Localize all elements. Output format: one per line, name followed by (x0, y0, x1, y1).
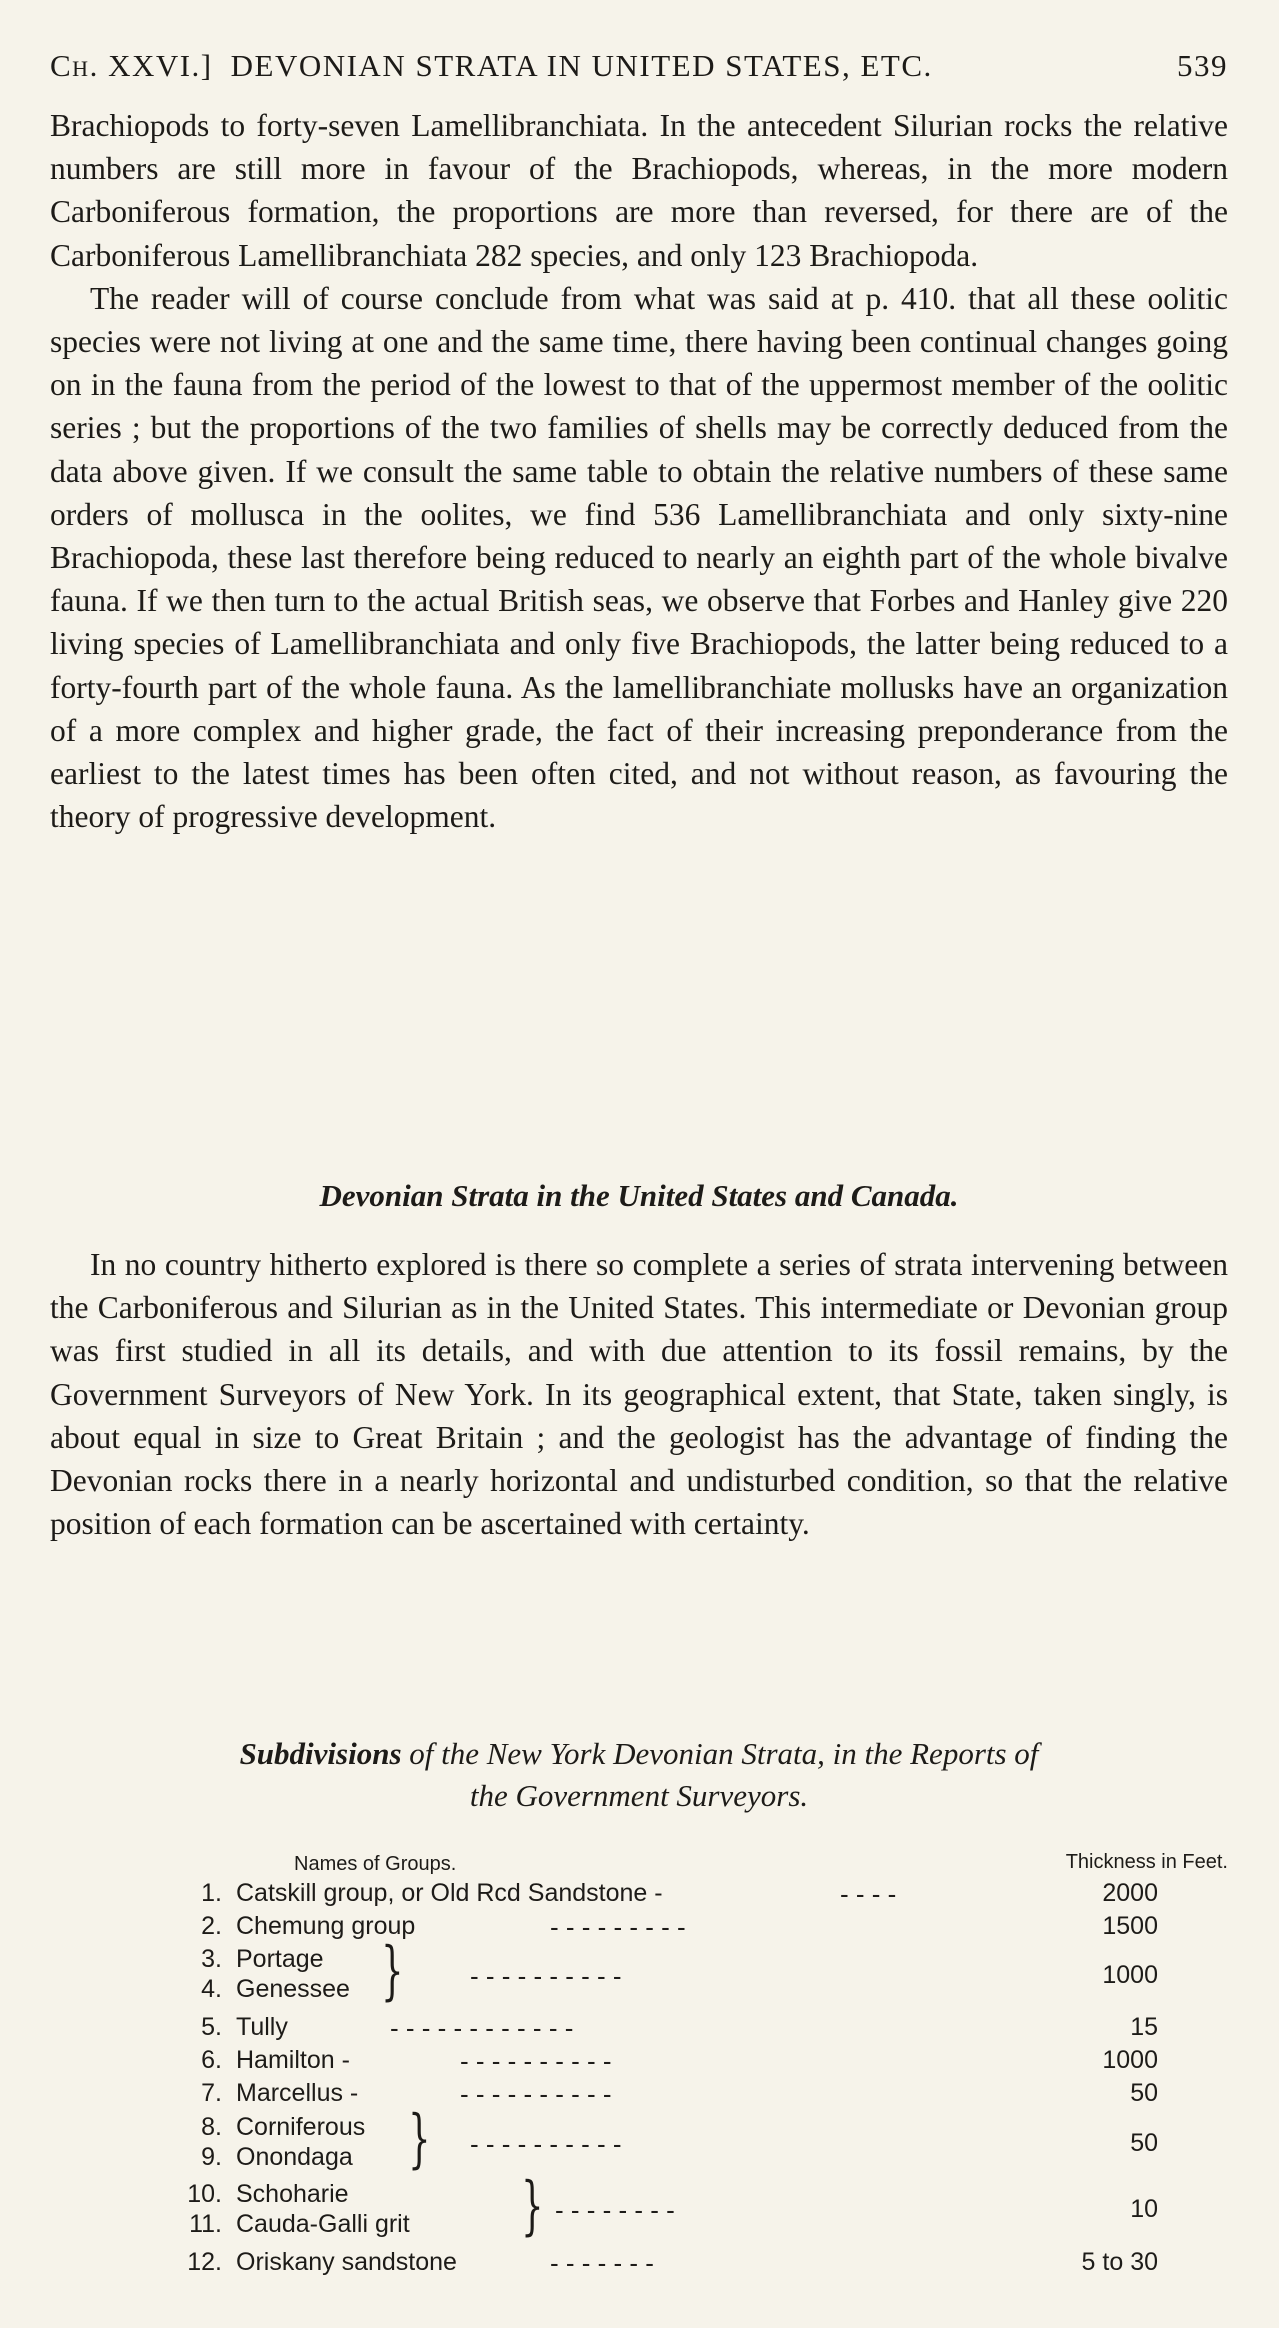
row-number: 12. (187, 2248, 222, 2276)
table-row (50, 2143, 1228, 2173)
row-number: 8. (201, 2113, 222, 2141)
group-name: Cauda-Galli grit (236, 2210, 410, 2238)
body-text-section (50, 1243, 1228, 1545)
row-number: 4. (201, 1975, 222, 2003)
dot-leader: - - - - - - - - - (550, 1912, 686, 1942)
section-heading: Devonian Strata in the United States and Canada. (319, 1178, 959, 1213)
table-row (50, 2046, 1228, 2076)
thickness-value: 50 (1130, 2129, 1158, 2157)
paragraph-devonian: In no country hitherto explored is there so complete a series of strata intervening between the Carboniferous and Silurian as in the United States. This intermediate or Devonian group was first studied in all its details, and with due attention to its fossil remains, by the Government Surveyors of New York. In its geographical extent, that State, taken singly, is about equal in size to Great Britain ; and the geologist has the advantage of finding the Devonian rocks there in a nearly horizontal and undisturbed condition, so that the relative position of each formation can be ascertained with certainty. (50, 1247, 1228, 1542)
table-row (50, 2013, 1228, 2043)
table-row (50, 2113, 1228, 2143)
table-row (50, 1912, 1228, 1942)
dot-leader: - - - - - - - - - - - - (390, 2013, 574, 2043)
dot-leader: - - - - - - - (550, 2248, 654, 2278)
group-name: Hamilton - (236, 2046, 350, 2074)
thickness-value: 15 (1130, 2013, 1158, 2041)
thickness-value: 2000 (1102, 1879, 1158, 1907)
table-title-line1: of the New York Devonian Strata, in the Reports of (409, 1736, 1039, 1771)
row-number: 5. (201, 2013, 222, 2041)
group-name: Onondaga (236, 2143, 353, 2171)
column-header-thickness: Thickness in Feet. (1065, 1851, 1228, 1873)
group-name: Corniferous (236, 2113, 366, 2141)
row-number: 7. (201, 2079, 222, 2107)
brace-icon: } (521, 2169, 544, 2243)
thickness-value: 10 (1130, 2195, 1158, 2223)
thickness-value: 5 to 30 (1081, 2248, 1158, 2276)
body-text-top (50, 104, 1228, 838)
table-row (50, 2079, 1228, 2109)
page-number: 539 (1177, 48, 1228, 83)
row-number: 6. (201, 2046, 222, 2074)
row-number: 10. (187, 2180, 222, 2208)
dot-leader: - - - - - - - - - - (460, 2079, 612, 2109)
table-row (50, 1975, 1228, 2005)
row-number: 11. (189, 2210, 222, 2238)
group-name: Oriskany sandstone (236, 2248, 457, 2276)
row-number: 3. (201, 1945, 222, 1973)
brace-icon: } (381, 1934, 404, 2008)
group-name: Genessee (236, 1975, 350, 2003)
row-number: 9. (201, 2143, 222, 2171)
table-row (50, 2248, 1228, 2278)
column-header-names: Names of Groups. (294, 1853, 457, 1875)
group-name: Portage (236, 1945, 324, 1973)
group-name: Chemung group (236, 1912, 416, 1940)
dot-leader: - - - - (840, 1879, 897, 1909)
paragraph-continuation: Brachiopods to forty-seven Lamellibranchiata. In the antecedent Silurian rocks the relative numbers are still more in favour of the Brachiopods, whereas, in the more modern Carboniferous formation, the proportions are more than reversed, for there are of the Carboniferous Lamellibranchiata 282 species, and only 123 Brachiopoda. (50, 108, 1228, 273)
table-row (50, 1879, 1228, 1909)
thickness-value: 1000 (1102, 1961, 1158, 1989)
dot-leader: - - - - - - - - - - (470, 2129, 622, 2159)
row-number: 2. (201, 1912, 222, 1940)
thickness-value: 50 (1130, 2079, 1158, 2107)
paragraph-oolitic: The reader will of course conclude from what was said at p. 410. that all these oolitic species were not living at one and the same time, there having been continual changes going on in the fauna from the period of the lowest to that of the uppermost member of the oolitic series ; but the proportions of the two families of shells may be correctly deduced from the data above given. If we consult the same table to obtain the relative numbers of these same orders of mollusca in the oolites, we find 536 Lamellibranchiata and only sixty-nine Brachiopoda, these last therefore being reduced to nearly an eighth part of the whole bivalve fauna. If we then turn to the actual British seas, we observe that Forbes and Hanley give 220 living species of Lamellibranchiata and only five Brachiopods, the latter being reduced to a forty-fourth part of the whole fauna. As the lamellibranchiate mollusks have an organization of a more complex and higher grade, the fact of their increasing preponderance from the earliest to the latest times has been often cited, and not without reason, as favouring the theory of progressive development. (50, 280, 1228, 835)
group-name: Marcellus - (236, 2079, 359, 2107)
group-name: Tully (236, 2013, 288, 2041)
group-name: Catskill group, or Old Rcd Sandstone - (236, 1879, 663, 1907)
table-row (50, 1945, 1228, 1975)
table-title-bold: Subdivisions (239, 1736, 402, 1771)
table-title-line2: the Government Surveyors. (469, 1778, 809, 1813)
row-number: 1. (201, 1879, 222, 1907)
thickness-value: 1500 (1102, 1912, 1158, 1940)
chapter-label: Ch. XXVI.] (50, 48, 213, 83)
running-title: DEVONIAN STRATA IN UNITED STATES, ETC. (230, 48, 933, 83)
dot-leader: - - - - - - - - - - (470, 1961, 622, 1991)
thickness-value: 1000 (1102, 2046, 1158, 2074)
group-name: Schoharie (236, 2180, 349, 2208)
running-header (50, 48, 1228, 84)
dot-leader: - - - - - - - - - - (460, 2046, 612, 2076)
brace-icon: } (408, 2102, 431, 2176)
table-title (50, 1733, 1228, 1817)
dot-leader: - - - - - - - - (555, 2195, 675, 2225)
